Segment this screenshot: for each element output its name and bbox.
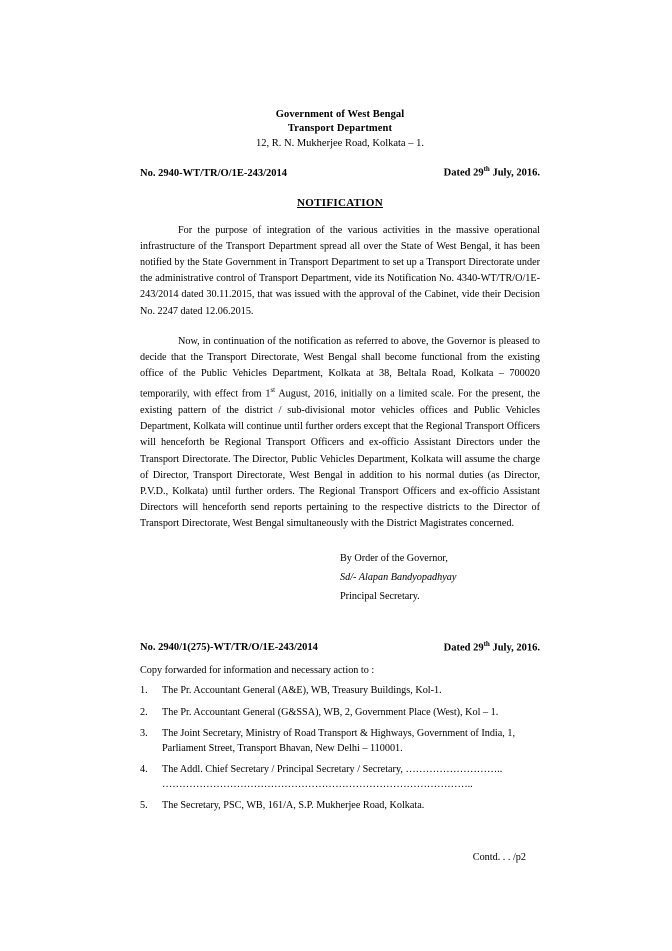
list-item-number: 4. — [140, 764, 148, 776]
copy-recipients-list — [140, 684, 540, 814]
paragraph-2-part1: Now, in continuation of the notification as referred to above, the Governor is pleased to decide that the Transport Directorate, West Bengal shall become functional from the existing office of the Public Vehicles Department, Kolkata at 38, Beltala Road, Kolkata – 700020 temporarily, with effect from 1 — [140, 335, 540, 400]
second-reference-row — [140, 640, 540, 654]
list-item-number: 5. — [140, 800, 148, 812]
signatory-name: Sd/- Alapan Bandyopadhyay — [340, 571, 457, 583]
list-item-text: The Pr. Accountant General (G&SSA), WB, 2, Government Place (West), Kol – 1. — [162, 706, 499, 718]
list-item-text: The Joint Secretary, Ministry of Road Transport & Highways, Government of India, 1, Parliament Street, Transport Bhavan, New Delhi – 110001. — [162, 728, 516, 754]
page-title: NOTIFICATION — [297, 196, 383, 209]
second-reference-date: Dated 29th July, 2016. — [443, 639, 540, 654]
paragraph-1: For the purpose of integration of the various activities in the massive operational infrastructure of the Transport Department spread all over the State of West Bengal, it has been notified by the State Government in Transport Department to set up a Transport Directorate under the administrative control of Transport Department, vide its Notification No. 4340-WT/TR/O/1E-243/2014 dated 30.11.2015, that was issued with the approval of the Cabinet, vide their Decision No. 2247 dated 12.06.2015. — [140, 224, 540, 317]
second-date-ordinal-suffix: th — [483, 639, 490, 648]
list-item — [140, 684, 540, 699]
copy-forwarded-line: Copy forwarded for information and necessary action to : — [140, 665, 375, 677]
signature-block — [140, 549, 540, 606]
paragraph-2-part2: August, 2016, initially on a limited scale. For the present, the existing pattern of the district / sub-divisional motor vehicles offices and Public Vehicles Department, Kolkata will continue until further orders except that the Regional Transport Officers will henceforth be Regional Transport Officers and ex-officio Assistant Directors under the Transport Directorate. The Director, Public Vehicles Department, Kolkata will assume the charge of Director, Transport Directorate, West Bengal in addition to his normal duties (as Director, P.V.D., Kolkata) until further orders. The Regional Transport Officers and ex-officio Assistant Directors will henceforth send reports pertaining to the respective districts to the Director of Transport Directorate, West Bengal simultaneously with the District Magistrates concerned. — [140, 388, 540, 530]
document-content — [140, 108, 540, 863]
reference-date: Dated 29th July, 2016. — [443, 165, 540, 179]
reference-row — [140, 165, 540, 179]
list-item — [140, 799, 540, 814]
second-reference-number: No. 2940/1(275)-WT/TR/O/1E-243/2014 — [140, 642, 318, 654]
continued-marker: Contd. . . /p2 — [472, 851, 526, 863]
reference-number: No. 2940-WT/TR/O/1E-243/2014 — [140, 167, 288, 179]
signatory-designation: Principal Secretary. — [340, 590, 420, 602]
date-ordinal-suffix: th — [483, 165, 490, 173]
list-item-number: 3. — [140, 728, 148, 740]
by-order-line: By Order of the Governor, — [340, 552, 448, 564]
paragraph-2 — [140, 334, 540, 533]
list-item — [140, 727, 540, 756]
list-item-number: 2. — [140, 706, 148, 718]
list-item — [140, 706, 540, 721]
govt-address: 12, R. N. Mukherjee Road, Kolkata – 1. — [256, 138, 424, 149]
paragraph-2-ordinal: st — [270, 386, 276, 395]
govt-heading-line1: Government of West Bengal — [275, 109, 405, 120]
list-item-text: The Secretary, PSC, WB, 161/A, S.P. Mukherjee Road, Kolkata. — [162, 800, 425, 812]
list-item — [140, 763, 540, 792]
govt-heading-line2: Transport Department — [287, 123, 393, 134]
list-item-number: 1. — [140, 685, 148, 697]
list-item-text: The Pr. Accountant General (A&E), WB, Treasury Buildings, Kol-1. — [162, 685, 442, 697]
list-item-text: The Addl. Chief Secretary / Principal Secretary / Secretary, ……………………….. ……………………………………………………………………………….. — [162, 764, 503, 790]
